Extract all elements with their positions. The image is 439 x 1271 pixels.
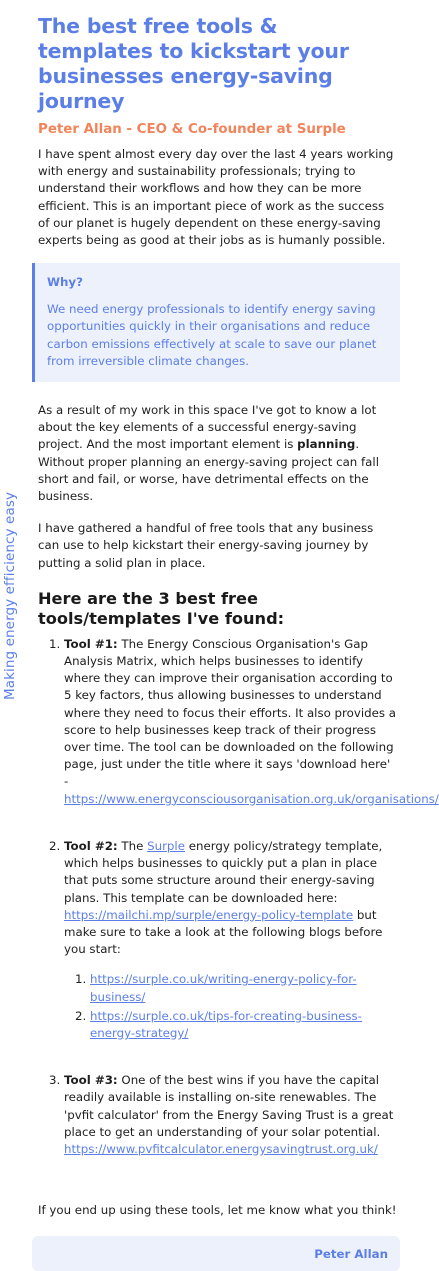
signature: Peter Allan xyxy=(314,1246,388,1261)
tools-list xyxy=(38,636,439,1158)
blog-link-item xyxy=(90,1008,398,1042)
why-callout xyxy=(32,263,400,382)
tool-2-link[interactable]: https://mailchi.mp/surple/energy-policy-template xyxy=(64,907,354,922)
callout-body: We need energy professionals to identify energy saving opportunities quickly in their organisations and reduce carbon emissions effectively at scale to save our planet from irreversible climate changes. xyxy=(47,302,377,368)
blog-link-item xyxy=(90,971,398,1005)
tools-heading: Here are the 3 best free tools/templates I've found: xyxy=(38,588,285,629)
signature-box xyxy=(32,1236,400,1271)
sidebar-tagline: Making energy efficiency easy xyxy=(2,491,18,700)
side-rail xyxy=(0,0,20,1200)
callout-title: Why? xyxy=(47,275,83,290)
article xyxy=(38,14,439,1271)
tool-item-1: 1. Tool #1: The Energy Conscious Organisation's Gap Analysis Matrix, which helps businesses to identify where they can improve their organisation according to 5 key factors, thus allowing businesses to understand where they need to focus their efforts. It also provides a score to help businesses keep track of their progress over time. The tool can be downloaded on the following page, just under the title where it says 'download here' - https://www.energyconsciousorganisation.org.uk/organisations/ xyxy=(64,636,398,808)
blog-links-list xyxy=(64,971,398,1042)
closing-paragraph: If you end up using these tools, let me know what you think! xyxy=(38,1203,397,1218)
tool-item-3: 3. Tool #3: One of the best wins if you have the capital readily available is installing on-site renewables. The 'pvfit calculator' from the Energy Saving Trust is a great place to get an understanding of your solar potential. https://www.pvfitcalculator.energysavingtrust.org.uk/ xyxy=(64,1072,398,1158)
page-title: The best free tools & templates to kickstart your businesses energy-saving journey xyxy=(38,14,349,113)
blog-link-2[interactable]: https://surple.co.uk/tips-for-creating-business-energy-strategy/ xyxy=(90,1008,362,1040)
tool-1-link[interactable]: https://www.energyconsciousorganisation.org.uk/organisations/ xyxy=(64,791,439,806)
planning-emphasis: planning xyxy=(297,437,356,452)
intro-paragraph: I have spent almost every day over the last 4 years working with energy and sustainability professionals; trying to understand their workflows and how they can be more efficient. This is an important piece of work as the success of our planet is hugely dependent on these energy-saving experts being as good at their jobs as is humanly possible. xyxy=(38,147,394,248)
author-byline: Peter Allan - CEO & Co-founder at Surple xyxy=(38,122,346,137)
planning-paragraph: As a result of my work in this space I've got to know a lot about the key elements of a successful energy-saving project. And the most important element is planning. Without proper planning an energy-saving project can fall short and fail, or worse, have detrimental effects on the business. xyxy=(38,403,379,504)
surple-link[interactable]: Surple xyxy=(147,838,185,853)
tools-intro-paragraph: I have gathered a handful of free tools that any business can use to help kickstart their energy-saving journey by putting a solid plan in place. xyxy=(38,521,374,570)
tool-3-link[interactable]: https://www.pvfitcalculator.energysavingtrust.org.uk/ xyxy=(64,1141,378,1156)
tool-item-2: 2. Tool #2: The Surple energy policy/strategy template, which helps businesses to quickly put a plan in place that puts some structure around their energy-saving plans. This template can be downloaded here: https://mailchi.mp/surple/energy-policy-template but make sure to take a look at the following blogs before you start: 1. https://surple.co.uk/writing-energy-policy-for-business/ 2. https://surple.co.uk/tips-for-creating-business-energy-strategy/ xyxy=(64,838,398,1042)
blog-link-1[interactable]: https://surple.co.uk/writing-energy-policy-for-business/ xyxy=(90,972,357,1004)
